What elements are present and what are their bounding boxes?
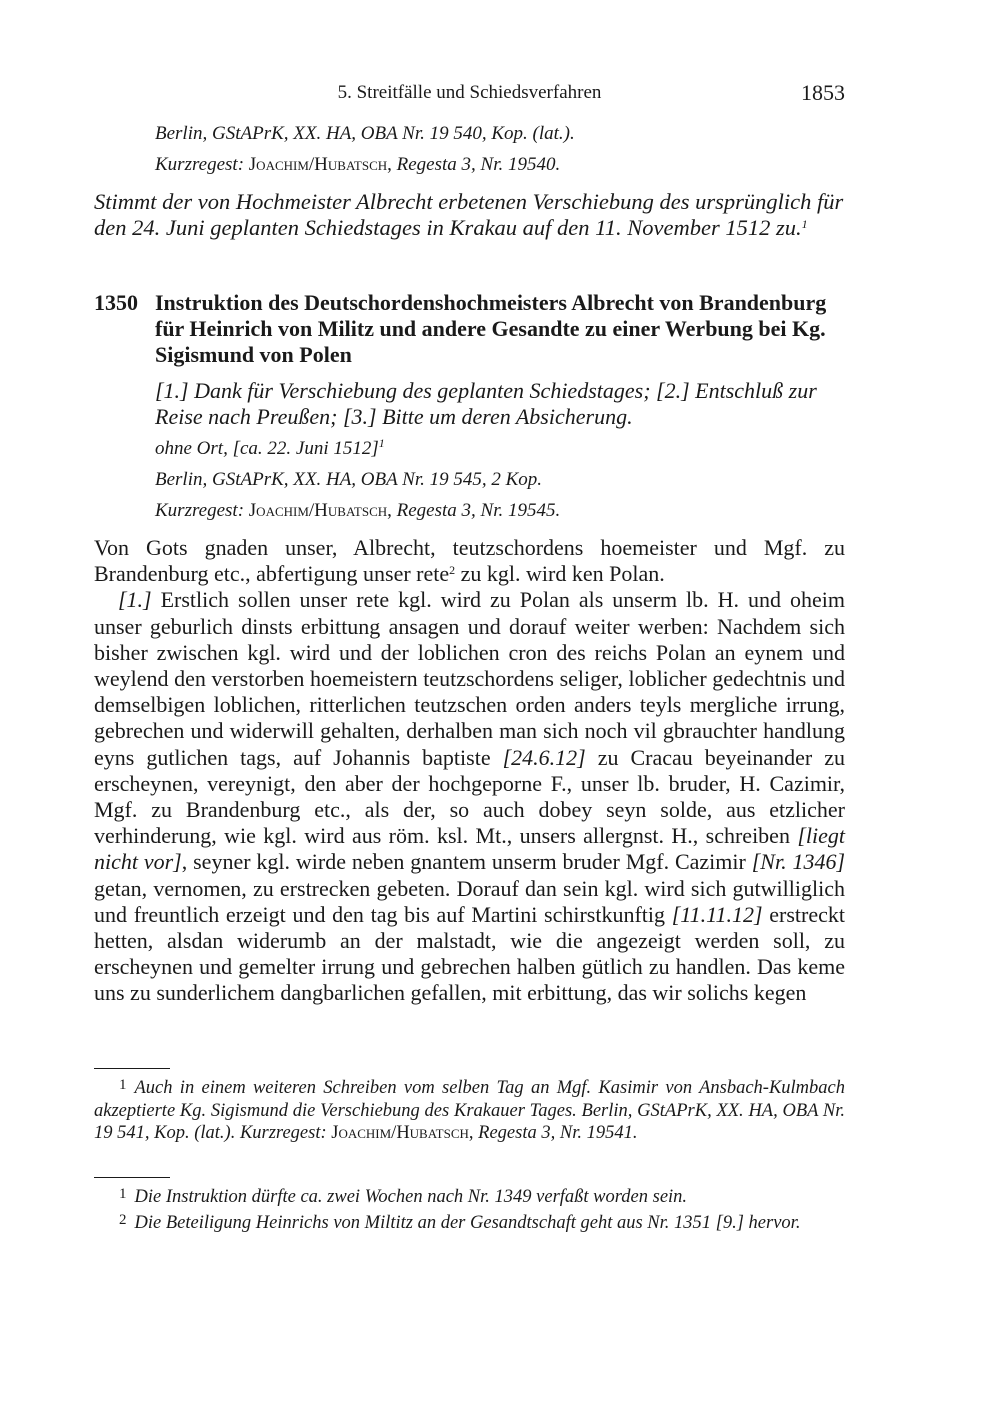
- footnote: $^1$ Auch in einem weiteren Schreiben vom selben Tag an Mgf. Kasimir von Ansbach-Kulmbach akzeptierte Kg. Sigismund die Verschiebung des Krakauer Tages. Berlin, GStAPrK, XX. HA, OBA Nr. 19 541, Kop. (lat.). Kurzregest: Joachim/Hubatsch, Regesta 3, Nr. 19541.: [94, 1077, 845, 1143]
- previous-entry-tail: [94, 118, 845, 241]
- footnotes-previous-entry: [94, 1074, 845, 1145]
- previous-entry-summary: Stimmt der von Hochmeister Albrecht erbetenen Verschiebung des ursprünglich für den 24. Juni geplanten Schiedstages in Krakau auf den 11. November 1512 zu.$^1$: [94, 189, 844, 240]
- document-entry: [94, 290, 845, 526]
- footnote-reference: 2: [449, 563, 456, 578]
- editorial-date: [11.11.12]: [671, 901, 763, 927]
- footnote-reference: 1: [378, 436, 385, 450]
- regest-author: Joachim/Hubatsch,: [248, 154, 392, 175]
- entry-contents: [1.] Dank für Verschiebung des geplanten Schiedstages; [2.] Entschluß zur Reise nach Preußen; [3.] Bitte um deren Absicherung.: [155, 378, 817, 429]
- regest-reference: Regesta 3, Nr. 19540.: [396, 154, 561, 175]
- regest-author: Joachim/Hubatsch,: [331, 1123, 474, 1143]
- footnote: $^2$ Die Beteiligung Heinrichs von Miltitz an der Gesandtschaft geht aus Nr. 1351 [9.] hervor.: [119, 1211, 801, 1233]
- running-head: [94, 80, 845, 108]
- paragraph-1: [1.] Erstlich sollen unser rete kgl. wird zu Polan als unserm lb. H. und oheim unser geburlich dinsts erbittung ansagen und dorauf weiter werben: Nachdem sich bisher zwischen kgl. wird und der loblichen cron des reichs Polan an eynem und weylend den verstorben hoemeistern teutzschordens seliger, loblicher gedechtnis und demselbigen loblichen, ritterlichen teutzschen orden anders teyls mergliche irrung, gebrechen und widerwill gehalten, derhalben man sich noch vil gbrauchter handlung eyns gutlichen tags, auf Johannis baptiste [24.6.12] zu Cracau beyeinander zu erscheynen, vereynigt, den aber der hochgeporne F., unser lb. bruder, H. Cazimir, Mgf. zu Brandenburg etc., als der, so auch dobey seyn solde, aus etzlicher verhinderung, wie kgl. wird aus röm. ksl. Mt., unsers allergnst. H., schreiben [liegt nicht vor], seyner kgl. wirde neben gnantem unserm bruder Mgf. Cazimir [Nr. 1346] getan, vernomen, zu erstrecken gebeten. Dorauf dan sein kgl. wird sich gutwilliglich und freuntlich erzeigt und den tag bis auf Martini schirstkunftig [11.11.12] erstreckt hetten, alsdan widerumb an der malstadt, wie die angezeigt werden soll, zu erscheynen und gemelter irrung und gebrechen halben gütlich zu handlen. Das keme uns zu sunderlichem dangbarlichen gefallen, mit erbittung, das wir solichs kegen: [94, 587, 846, 1006]
- footnote-mark: 1: [119, 1077, 127, 1093]
- entry-title: Instruktion des Deutschordenshochmeisters Albrecht von Brandenburg für Heinrich von Militz und andere Gesandte zu einer Werbung bei Kg. Sigismund von Polen: [155, 290, 827, 367]
- regest-reference: Regesta 3, Nr. 19545.: [396, 500, 561, 521]
- entry-date: ohne Ort, [ca. 22. Juni 1512]$^1$: [155, 436, 385, 459]
- opening-paragraph: Von Gots gnaden unser, Albrecht, teutzschordens hoemeister und Mgf. zu Brandenburg etc., abfertigung unser rete$^2$ zu kgl. wird ken Polan.: [94, 535, 845, 587]
- footnote-mark: 1: [119, 1186, 127, 1202]
- footnote: $^1$ Die Instruktion dürfte ca. zwei Wochen nach Nr. 1349 verfaßt worden sein.: [119, 1186, 688, 1207]
- entry-regest: [94, 495, 845, 526]
- entry-number: 1350: [94, 290, 138, 315]
- footnote-reference: 1: [801, 217, 808, 231]
- running-title: 5. Streitfälle und Schiedsverfahren: [337, 82, 602, 103]
- footnote-rule: [94, 1068, 170, 1069]
- regest-label: Kurzregest:: [155, 500, 245, 521]
- footnote-rule: [94, 1177, 170, 1178]
- footnote-mark: 2: [119, 1211, 127, 1228]
- paragraph-marker: [1.]: [118, 587, 152, 613]
- editorial-date: [24.6.12]: [502, 744, 586, 770]
- page-number: 1853: [801, 80, 845, 105]
- regest-author: Joachim/Hubatsch,: [248, 500, 392, 521]
- editorial-note: [liegt nicht vor]: [94, 823, 845, 875]
- previous-entry-source: Berlin, GStAPrK, XX. HA, OBA Nr. 19 540, Kop. (lat.).: [155, 123, 575, 144]
- entry-source: Berlin, GStAPrK, XX. HA, OBA Nr. 19 545, 2 Kop.: [155, 469, 543, 490]
- editorial-note: [Nr. 1346]: [751, 849, 846, 875]
- footnotes-entry: [94, 1183, 845, 1234]
- document-text: [94, 535, 845, 1007]
- entry-heading: [94, 290, 845, 368]
- regest-label: Kurzregest:: [155, 154, 245, 175]
- previous-entry-regest: [94, 149, 845, 180]
